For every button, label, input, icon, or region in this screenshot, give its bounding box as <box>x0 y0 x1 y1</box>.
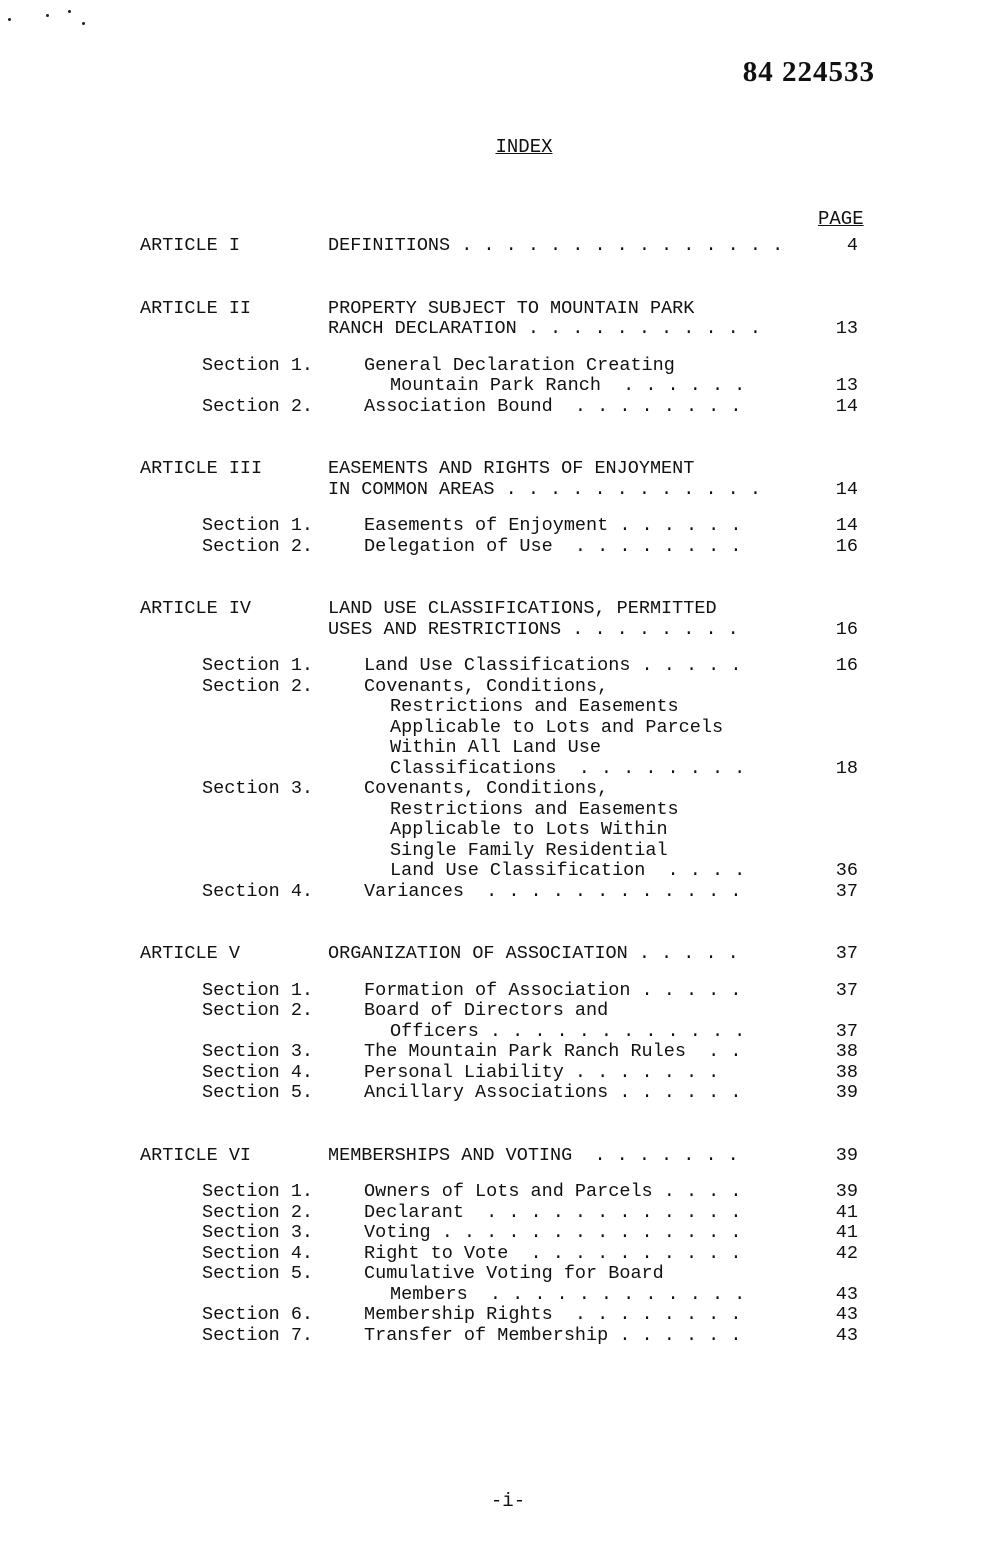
section-row <box>0 820 1008 841</box>
section-row <box>0 1223 1008 1244</box>
page-number: 13 <box>835 318 858 339</box>
section-row <box>0 1042 1008 1063</box>
section-title: Association Bound . . . . . . . . <box>364 395 742 417</box>
section-row <box>0 1203 1008 1224</box>
section-row <box>0 718 1008 739</box>
article-title: PROPERTY SUBJECT TO MOUNTAIN PARK <box>328 297 695 319</box>
spacer <box>0 1166 1008 1182</box>
section-row <box>0 882 1008 903</box>
section-title: Formation of Association . . . . . <box>364 979 742 1001</box>
section-label: Section 3. <box>202 1041 314 1062</box>
section-title: Classifications . . . . . . . . <box>390 757 746 779</box>
section-row <box>0 677 1008 698</box>
page-number: 41 <box>835 1222 858 1243</box>
page-number: 43 <box>835 1304 858 1325</box>
spacer <box>0 640 1008 656</box>
section-row <box>0 376 1008 397</box>
section-row <box>0 1022 1008 1043</box>
page-number: 39 <box>835 1082 858 1103</box>
page-number: 16 <box>835 535 858 557</box>
section-row <box>0 1063 1008 1084</box>
page-number: 39 <box>835 1144 858 1166</box>
spacer <box>0 902 1008 944</box>
section-title: Mountain Park Ranch . . . . . . <box>390 375 746 396</box>
article-row <box>0 599 1008 620</box>
article-title: ORGANIZATION OF ASSOCIATION . . . . . <box>328 943 739 964</box>
page-number: 43 <box>835 1324 858 1346</box>
section-title: The Mountain Park Ranch Rules . . <box>364 1041 742 1062</box>
section-row <box>0 1326 1008 1347</box>
section-row <box>0 1244 1008 1265</box>
page-number: 42 <box>835 1242 858 1264</box>
scan-speck <box>68 10 71 13</box>
section-label: Section 3. <box>202 778 314 799</box>
page-column-heading: PAGE <box>818 208 864 230</box>
page-number: 39 <box>835 1181 858 1202</box>
scan-speck <box>46 14 49 17</box>
section-title: Owners of Lots and Parcels . . . . <box>364 1181 742 1202</box>
article-row <box>0 1146 1008 1167</box>
article-block <box>0 1146 1008 1347</box>
section-label: Section 2. <box>202 1201 314 1223</box>
section-row <box>0 1001 1008 1022</box>
section-row <box>0 516 1008 537</box>
section-title: Officers . . . . . . . . . . . . <box>390 1020 746 1042</box>
table-of-contents <box>0 236 1008 1346</box>
section-label: Section 1. <box>202 979 314 1001</box>
article-label: ARTICLE VI <box>140 1144 252 1166</box>
article-title: EASEMENTS AND RIGHTS OF ENJOYMENT <box>328 458 695 479</box>
article-block <box>0 459 1008 557</box>
section-label: Section 7. <box>202 1324 314 1346</box>
article-block <box>0 599 1008 902</box>
section-title: Declarant . . . . . . . . . . . . <box>364 1201 742 1223</box>
spacer <box>0 557 1008 599</box>
section-title: Restrictions and Easements <box>390 798 679 820</box>
section-label: Section 2. <box>202 535 314 557</box>
section-label: Section 1. <box>202 515 314 536</box>
section-row <box>0 1285 1008 1306</box>
document-number: 84 224533 <box>742 56 875 88</box>
section-title: Land Use Classifications . . . . . <box>364 655 742 676</box>
page-number: 41 <box>835 1201 858 1223</box>
section-title: Variances . . . . . . . . . . . . <box>364 880 742 902</box>
section-title: Delegation of Use . . . . . . . . <box>364 535 742 557</box>
article-title: DEFINITIONS . . . . . . . . . . . . . . . <box>328 235 784 256</box>
section-title: Members . . . . . . . . . . . . <box>390 1283 746 1305</box>
page-number: 13 <box>835 375 858 396</box>
section-title: Single Family Residential <box>390 839 668 861</box>
article-title: RANCH DECLARATION . . . . . . . . . . . <box>328 318 761 339</box>
section-label: Section 1. <box>202 354 314 376</box>
section-row <box>0 356 1008 377</box>
page-number: 37 <box>835 1020 858 1042</box>
spacer <box>0 500 1008 516</box>
section-title: Land Use Classification . . . . <box>390 860 746 881</box>
section-row <box>0 981 1008 1002</box>
section-title: General Declaration Creating <box>364 354 675 376</box>
section-label: Section 4. <box>202 1061 314 1083</box>
article-title: MEMBERSHIPS AND VOTING . . . . . . . <box>328 1144 739 1166</box>
spacer <box>0 340 1008 356</box>
section-row <box>0 656 1008 677</box>
scan-speck <box>8 18 11 21</box>
section-title: Board of Directors and <box>364 1000 609 1021</box>
article-label: ARTICLE I <box>140 235 240 256</box>
spacer <box>0 257 1008 299</box>
section-row <box>0 1264 1008 1285</box>
article-row <box>0 620 1008 641</box>
page-number: 36 <box>835 860 858 881</box>
section-title: Membership Rights . . . . . . . . <box>364 1304 742 1325</box>
section-row <box>0 1083 1008 1104</box>
article-label: ARTICLE II <box>140 297 252 319</box>
spacer <box>0 1104 1008 1146</box>
article-label: ARTICLE III <box>140 458 263 479</box>
section-row <box>0 1182 1008 1203</box>
article-label: ARTICLE IV <box>140 598 252 619</box>
page-title: INDEX <box>495 136 553 158</box>
page-number-footer: -i- <box>490 1490 526 1512</box>
section-label: Section 5. <box>202 1263 314 1284</box>
page-number: 38 <box>835 1041 858 1062</box>
section-row <box>0 537 1008 558</box>
section-label: Section 6. <box>202 1304 314 1325</box>
section-label: Section 1. <box>202 1181 314 1202</box>
section-row <box>0 697 1008 718</box>
article-title: IN COMMON AREAS . . . . . . . . . . . . <box>328 478 761 500</box>
section-row <box>0 738 1008 759</box>
article-label: ARTICLE V <box>140 943 240 964</box>
section-title: Within All Land Use <box>390 737 601 758</box>
article-row <box>0 480 1008 501</box>
section-label: Section 2. <box>202 1000 314 1021</box>
page-number: 14 <box>835 515 858 536</box>
page-number: 18 <box>835 757 858 779</box>
page-number: 14 <box>835 478 858 500</box>
spacer <box>0 965 1008 981</box>
page-number: 43 <box>835 1283 858 1305</box>
section-title: Voting . . . . . . . . . . . . . . <box>364 1222 742 1243</box>
section-title: Cumulative Voting for Board <box>364 1263 664 1284</box>
page-number: 16 <box>835 618 858 640</box>
section-label: Section 3. <box>202 1222 314 1243</box>
section-row <box>0 800 1008 821</box>
section-row <box>0 861 1008 882</box>
section-row <box>0 397 1008 418</box>
article-row <box>0 236 1008 257</box>
page-number: 16 <box>835 655 858 676</box>
section-title: Restrictions and Easements <box>390 696 679 717</box>
scan-speck <box>82 22 85 25</box>
section-row <box>0 779 1008 800</box>
page-number: 37 <box>835 880 858 902</box>
article-row <box>0 944 1008 965</box>
page-number: 37 <box>835 943 858 964</box>
spacer <box>0 417 1008 459</box>
article-block <box>0 236 1008 257</box>
article-row <box>0 299 1008 320</box>
section-row <box>0 841 1008 862</box>
article-block <box>0 299 1008 418</box>
page-number: 37 <box>835 979 858 1001</box>
section-row <box>0 759 1008 780</box>
section-label: Section 4. <box>202 880 314 902</box>
section-label: Section 4. <box>202 1242 314 1264</box>
page-number: 4 <box>846 235 858 256</box>
section-label: Section 1. <box>202 655 314 676</box>
section-title: Personal Liability . . . . . . . <box>364 1061 720 1083</box>
section-label: Section 2. <box>202 675 314 697</box>
section-row <box>0 1305 1008 1326</box>
section-title: Ancillary Associations . . . . . . <box>364 1082 742 1103</box>
page-number: 14 <box>835 395 858 417</box>
section-title: Transfer of Membership . . . . . . <box>364 1324 742 1346</box>
section-title: Right to Vote . . . . . . . . . . <box>364 1242 742 1264</box>
section-title: Applicable to Lots and Parcels <box>390 716 724 738</box>
article-row <box>0 319 1008 340</box>
article-title: LAND USE CLASSIFICATIONS, PERMITTED <box>328 598 717 619</box>
section-title: Easements of Enjoyment . . . . . . <box>364 515 742 536</box>
article-title: USES AND RESTRICTIONS . . . . . . . . <box>328 618 739 640</box>
section-title: Covenants, Conditions, <box>364 778 609 799</box>
section-label: Section 2. <box>202 395 314 417</box>
section-title: Covenants, Conditions, <box>364 675 609 697</box>
section-title: Applicable to Lots Within <box>390 819 668 840</box>
section-label: Section 5. <box>202 1082 314 1103</box>
page-number: 38 <box>835 1061 858 1083</box>
article-block <box>0 944 1008 1104</box>
article-row <box>0 459 1008 480</box>
